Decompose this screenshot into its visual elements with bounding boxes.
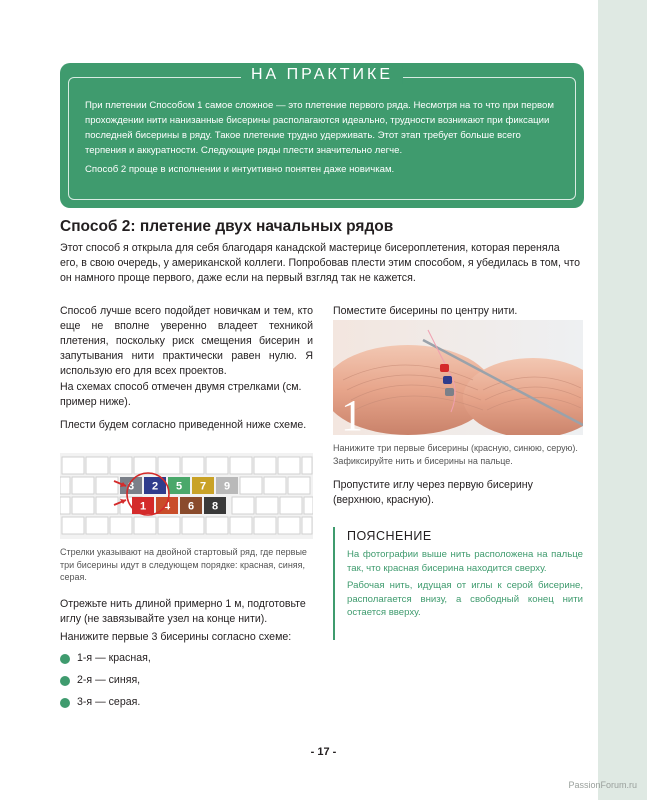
- scheme-bead-label: 1: [139, 500, 147, 513]
- bullet-dot-icon: [60, 676, 70, 686]
- practice-paragraph-2: Способ 2 проще в исполнении и интуитивно понятен даже новичкам.: [85, 164, 395, 175]
- bead-list: [60, 652, 310, 718]
- photo-caption: Нанижите три первые бисерины (красную, синюю, серую). Зафиксируйте нить и бисерины на пальце.: [333, 443, 578, 466]
- list-item: [60, 674, 310, 696]
- note-block: [333, 527, 583, 640]
- scheme-bead-label: 2: [151, 480, 159, 493]
- scheme-bead-label: 9: [223, 480, 231, 493]
- bullet-dot-icon: [60, 654, 70, 664]
- practice-text: [85, 98, 561, 181]
- scheme-top-row: [120, 477, 238, 494]
- practice-box-frame: [68, 66, 576, 200]
- list-item: [60, 652, 310, 674]
- note-title: ПОЯСНЕНИЕ: [347, 529, 432, 543]
- page-number: - 17 -: [310, 746, 337, 758]
- section-heading: Способ 2: плетение двух начальных рядов: [60, 218, 394, 235]
- left-paragraph-4: Отрежьте нить длиной примерно 1 м, подготовьте иглу (не завязывайте узел на конце нити).: [60, 598, 306, 625]
- photo-number: 1: [341, 391, 363, 435]
- scheme-bead-label: 4: [163, 500, 171, 513]
- scheme-bead-label: 8: [211, 500, 219, 513]
- list-item-text: 3-я — серая.: [77, 696, 141, 708]
- watermark: PassionForum.ru: [568, 780, 637, 790]
- blue-bead: [443, 376, 452, 384]
- note-paragraph-2: Рабочая нить, идущая от иглы к серой бисерине, располагается внизу, а свободный конец нити остается вверху.: [347, 580, 583, 618]
- practice-paragraph-1: При плетении Способом 1 самое сложное — это плетение первого ряда. Несмотря на то что при первом прохождении нити нанизанные бисерины располагаются идеально, трудности возникают при фиксации последней бисерины в ряду. Такое плетение трудно удерживать. Этот этап требует больше всего терпения и аккуратности. Следующие ряды плести значительно легче.: [85, 100, 554, 156]
- scheme-bead-label: 3: [127, 480, 135, 493]
- list-item-text: 2-я — синяя,: [77, 674, 141, 686]
- beading-photo: [333, 320, 583, 435]
- list-item-text: 1-я — красная,: [77, 652, 151, 664]
- scheme-caption: Стрелки указывают на двойной стартовый ряд, где первые три бисерины идут в следующем порядке: красная, синяя, серая.: [60, 547, 307, 582]
- list-item: [60, 696, 310, 718]
- note-accent-bar: [333, 527, 335, 640]
- bead-scheme: [60, 453, 313, 539]
- note-text: [347, 548, 583, 624]
- note-paragraph-1: На фотографии выше нить расположена на пальце так, что красная бисерина находится сверху.: [347, 549, 583, 574]
- intro-paragraph: Этот способ я открыла для себя благодаря канадской мастерице бисероплетения, которая переняла его, в свою очередь, у американской коллеги. Попробовав плести этим способом, я убедилась в том, что он намного проще первого, даже если на первый взгляд так не кажется.: [60, 242, 580, 284]
- scheme-bead-label: 7: [199, 480, 207, 493]
- bullet-dot-icon: [60, 698, 70, 708]
- grey-bead: [445, 388, 454, 396]
- left-paragraph-2: На схемах способ отмечен двумя стрелками (см. пример ниже).: [60, 381, 302, 408]
- side-strip: [598, 0, 647, 800]
- left-paragraph-1: Способ лучше всего подойдет новичкам и тем, кто еще не вполне уверенно владеет техникой плетения, поскольку риск смещения бисерин и запутывания нити практически равен нулю. Я использую его для всех проектов.: [60, 305, 313, 377]
- scheme-bead-label: 5: [175, 480, 183, 493]
- left-paragraph-3: Плести будем согласно приведенной ниже схеме.: [60, 419, 307, 431]
- red-bead: [440, 364, 449, 372]
- practice-title: НА ПРАКТИКЕ: [241, 66, 403, 84]
- left-paragraph-5: Нанижите первые 3 бисерины согласно схеме:: [60, 631, 292, 643]
- right-paragraph-2: Пропустите иглу через первую бисерину (верхнюю, красную).: [333, 479, 533, 506]
- practice-box: [60, 63, 584, 208]
- right-paragraph-1: Поместите бисерины по центру нити.: [333, 305, 518, 317]
- scheme-bead-label: 6: [187, 500, 195, 513]
